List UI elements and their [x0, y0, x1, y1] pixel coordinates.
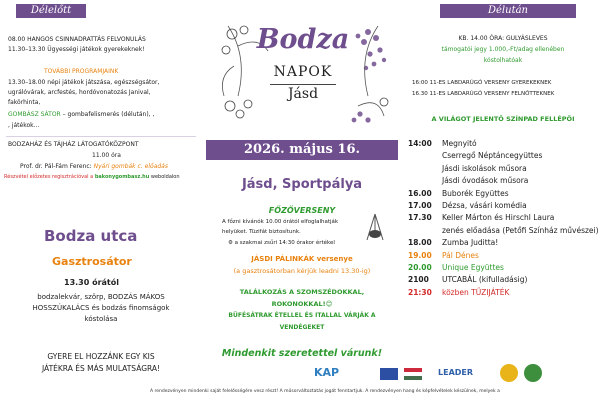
gombasz-text: – gombafelismerés (délután), , [60, 111, 155, 118]
football-line-2: 16.30 11-ES LABDARÚGÓ VERSENY FELNŐTTEKNEK [412, 91, 555, 97]
gastro-time: 13.30 órától [64, 278, 119, 287]
lecture-title: Nyári gombák c. előadás [93, 163, 168, 170]
visitor-center-time: 11.00 óra [92, 152, 121, 159]
meet-line-4: VENDÉGEKET [279, 324, 325, 331]
cooking-text-2: helyüket. Tüzifát biztosítunk. [222, 229, 301, 235]
football-line-1: 16:00 11-ES LABDARÚGÓ VERSENY GYEREKEKNEK [412, 80, 552, 86]
left-divider-1 [6, 136, 196, 137]
soup-line: KB. 14.00 ÓRA: GULYÁSLEVES [458, 35, 548, 42]
program-row [408, 200, 598, 212]
program-act: Cserregő Néptáncegyüttes [442, 151, 543, 161]
registration-link[interactable]: bakonygombasz.hu [94, 174, 150, 180]
footer-note: A rendezvényen mindenki saját felelősségére vesz részt! A műsorváltoztatás jogát fenntartjuk. A rendezvényen hang és képfelvételek készülnek, melyek a [150, 389, 500, 394]
program-time: 17.00 [408, 201, 432, 211]
program-time: 16.00 [408, 188, 432, 198]
partner-badge-icon-2 [524, 364, 542, 382]
eu-flag-icon [380, 368, 398, 380]
program-time: 19.00 [408, 250, 432, 260]
logo-place: Jásd [287, 86, 319, 102]
logo-napok: NAPOK [273, 64, 333, 80]
partner-badge-icon [500, 364, 518, 382]
meet-line-2: ROKONOKKAL!😊 [271, 300, 333, 308]
program-act: közben TŰZIJÁTÉK [442, 287, 510, 297]
program-row [408, 138, 598, 150]
gombasz-line [8, 111, 154, 119]
program-row [408, 287, 598, 299]
registration-suffix: weboldalon [149, 174, 180, 180]
program-row [408, 188, 598, 200]
support-line-2: kóstolhatóak [483, 57, 523, 64]
cooking-text-1: A főzni kívánók 10.00 órától elfoglalhatják [222, 219, 339, 225]
morning-line-2: 11.30–13.30 Ügyességi játékok gyerekeknek! [8, 46, 145, 53]
hungary-flag-icon [404, 368, 422, 380]
gastro-title: Gasztrosátor [52, 255, 132, 268]
program-row [408, 175, 598, 187]
cooking-text-3: ⚙ a szakmai zsűri 14:30 órakor értékel [228, 240, 335, 246]
gastro-line-2: HOSSZÚKALÁCS és bodzás finomságok [32, 304, 170, 312]
registration-text: Részvétel előzetes regisztrációval a [4, 174, 95, 180]
invite-line-2: JÁTÉKRA ÉS MÁS MULATSÁGRA! [41, 364, 161, 373]
program-act: Unique Együttes [442, 263, 504, 273]
programs-line-1: 13.30–18.00 népi játékok játszása, egészségsátor, [8, 79, 160, 86]
logo-word: Bodza [256, 24, 350, 55]
morning-header: Délelőtt [16, 4, 86, 18]
support-line-1: támogatói jegy 1.000,-Ft/adag ellenében [441, 46, 565, 53]
program-act: Megnyitó [442, 139, 477, 148]
cooking-title: FŐZŐVERSENY [268, 206, 336, 215]
kap-logo: KAP [314, 366, 340, 379]
program-act: Dézsa, vásári komédia [442, 201, 527, 211]
program-time: 20.00 [408, 263, 432, 273]
program-row [408, 237, 598, 249]
palinka-note: (a gasztrosátorban kérjük leadni 13.30-ig) [233, 267, 371, 275]
programs-line-2: ugrálóvárak, arcfestés, hordóvonatozás Janival, [8, 89, 151, 96]
program-row [408, 150, 598, 162]
program-time: 17.30 [408, 213, 432, 223]
meet-line-1: TALÁLKOZÁS A SZOMSZÉDOKKAL, [239, 288, 365, 296]
leader-logo: LEADER [438, 368, 474, 377]
registration-line [4, 174, 180, 181]
program-row [408, 274, 598, 286]
program-row [408, 163, 598, 175]
sponsor-logos [300, 364, 598, 386]
morning-line-1: 08.00 HANGOS CSINNADRATTÁS FELVONULÁS [8, 36, 146, 43]
program-time: 18.00 [408, 238, 432, 248]
cooking-pot-icon [364, 212, 386, 246]
program-time: 2100 [408, 275, 429, 285]
program-row [408, 250, 598, 262]
program-time: 14:00 [408, 139, 432, 148]
gombasz-line-2: , játékok… [8, 122, 40, 129]
gastro-line-1: bodzalekvár, szörp, BODZÁS MÁKOS [37, 293, 165, 301]
program-act: Jásdi óvodások műsora [442, 176, 529, 186]
invite-line-1: GYERE EL HOZZÁNK EGY KIS [47, 352, 155, 361]
program-time: 21:30 [408, 287, 432, 297]
program-act: Jásdi iskolások műsora [442, 163, 527, 173]
stage-program [408, 138, 598, 299]
programs-line-3: fakörhinta, [8, 99, 41, 106]
program-act: zenés előadása (Petőfi Színház művészei) [442, 225, 599, 235]
program-row [408, 262, 598, 274]
program-act: Pál Dénes [442, 250, 479, 260]
palinka-title: JÁSDI PÁLINKÁK versenye [251, 255, 353, 263]
lecture-line [20, 163, 168, 171]
meet-line-3: BÜFÉSÁTRAK ÉTELLEL ÉS ITALLAL VÁRJÁK A [228, 312, 376, 319]
gastro-line-3: kóstolása [84, 315, 118, 323]
event-logo [208, 6, 398, 128]
afternoon-header: Délután [440, 4, 576, 18]
programs-title: TOVÁBBI PROGRAMJAINK [44, 68, 119, 75]
street-title: Bodza utca [44, 227, 138, 245]
program-row [408, 212, 598, 224]
program-act: Buborék Együttes [442, 188, 509, 198]
visitor-center-title: BODZAHÁZ ÉS TÁJHÁZ LÁTOGATÓKÖZPONT [8, 141, 139, 148]
program-row [408, 225, 598, 237]
logo-rule [270, 84, 336, 85]
gombasz-label: GOMBÁSZ SÁTOR [8, 111, 61, 118]
venue-title: Jásd, Sportpálya [241, 177, 363, 192]
welcome-text: Mindenkit szeretettel várunk! [221, 348, 383, 359]
program-act: Keller Márton és Hirschl Laura [442, 213, 555, 223]
lecture-speaker: Prof. dr. Pál-Fám Ferenc: [20, 163, 94, 170]
stage-title: A VILÁGOT JELENTŐ SZÍNPAD FELLÉPŐI [431, 115, 575, 123]
program-act: Zumba Juditta! [442, 238, 499, 248]
date-banner: 2026. május 16. [206, 140, 398, 160]
program-act: UTCABÁL (kifulladásig) [442, 275, 528, 285]
